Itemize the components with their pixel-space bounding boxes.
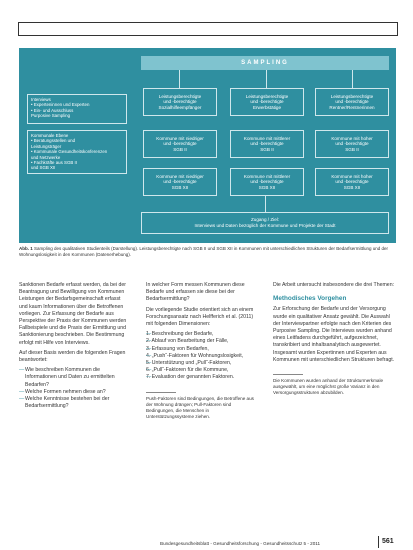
- sgb2-box-1: Kommune mit niedriger und -berechtigte SGB II: [143, 130, 217, 158]
- interviews-box: Interviews • Experteninnen und Experten • Ein- und Ausschluss Purposive Sampling: [27, 94, 127, 124]
- paragraph: In welcher Form messen Kommunen diese Bedarfe und erfassen sie diese bei der Bedarfsermittlung?: [146, 282, 245, 303]
- sampling-label: SAMPLING: [141, 56, 389, 70]
- figure-caption: [19, 246, 396, 258]
- column-1: [19, 282, 127, 410]
- ziel-box: Zugang / Ziel: Interviews und Daten bezüglich der Kommune und Projekte der Stadt: [141, 212, 389, 234]
- list-item: — Welche Kenntnisse bestehen bei der Bedarfsermittlung?: [19, 396, 127, 410]
- header-frame: [18, 22, 398, 36]
- sgb2-box-2: Kommune mit mittlerer und -berechtigte SGB II: [230, 130, 304, 158]
- list-item: — Welche Formen nehmen diese an?: [19, 389, 127, 396]
- footnote: Die Kommunen wurden anhand der Strukturmerkmale ausgewählt, um eine möglichst große Varianz in den Versorgungsstrukturen abzubilden.: [273, 378, 384, 396]
- section-heading: Methodisches Vorgehen: [273, 295, 347, 303]
- kommunale-ebene-box: Kommunale Ebene • Beratungsstellen und Leistungsträger • Kommunale Gesundheitskonferenzen und Netzwerke • Fachkräfte aus SGB II und SGB XII: [27, 130, 127, 174]
- group-box-3: Leistungsberechtigte und -berechtigte Rentner/Rentnerinnen: [315, 88, 389, 116]
- paragraph: Sanktionen Bedarfe erfasst werden, da bei der Beantragung und Bewilligung von Kommunen Leistungen der Bedarfsgemeinschaft erfasst und kaum Informationen über die Betroffenen vorliegen. Zur Erfassung der Bedarfe aus Perspektive der Praxis der Kommunen werden Fallbeispiele und die Praxis der Ermittlung und Sanktionierung beschrieben. Die Bestimmung erfolgt mit Hilfe von Interviews.: [19, 282, 127, 346]
- connector: [265, 196, 266, 212]
- journal-footer: Bundesgesundheitsblatt - Gesundheitsforschung - Gesundheitsschutz 5 - 2011: [160, 541, 321, 546]
- footnote: Push-Faktoren sind Bedingungen, die Betroffene aus der Wohnung drängen; Pull-Faktoren sind Bedingungen, die Menschen in Unterstützungssysteme ziehen.: [146, 395, 254, 419]
- column-3: [273, 282, 395, 399]
- question-list: [19, 367, 127, 410]
- sgb2-box-3: Kommune mit hoher und -berechtigte SGB II: [315, 130, 389, 158]
- footer-divider: [378, 536, 379, 548]
- list-item: — 3. Erfassung von Bedarfen,: [146, 346, 254, 353]
- group-box-2: Leistungsberechtigte und -berechtigte Erwerbstätige: [230, 88, 304, 116]
- list-item: — 2. Ablauf von Bearbeitung der Fälle,: [146, 338, 254, 345]
- page-number: 561: [382, 538, 394, 545]
- paragraph: Die Arbeit untersucht insbesondere die drei Themen:: [273, 282, 395, 288]
- list-item: — Wie beschreiben Kommunen die Informationen und Daten zu ermittelten Bedarfen?: [19, 367, 127, 389]
- sampling-figure: [19, 48, 396, 243]
- dimension-list: [146, 331, 254, 381]
- paragraph: Die vorliegende Studie orientiert sich an einem Forschungsansatz nach Helfferich et al. (2011) mit folgenden Dimensionen:: [146, 306, 254, 328]
- footnote-rule: [146, 392, 176, 393]
- list-item: — 1. Beschreibung der Bedarfe,: [146, 331, 254, 338]
- list-item: — 6. „Pull“-Faktoren für die Kommune,: [146, 367, 254, 374]
- caption-label: Abb. 1: [19, 246, 33, 251]
- list-item: — 5. Unterstützung und „Pull“-Faktoren,: [146, 360, 254, 367]
- connector: [179, 70, 180, 88]
- group-box-1: Leistungsberechtigte und -berechtigte Sozialhilfeempfänger: [143, 88, 217, 116]
- paragraph: Auf dieser Basis werden die folgenden Fragen beantwortet:: [19, 349, 126, 364]
- sgb12-box-3: Kommune mit hoher und -berechtigte SGB XII: [315, 168, 389, 196]
- list-item: — 7. Evaluation der genannten Faktoren.: [146, 374, 254, 381]
- list-item: — 4. „Push“-Faktoren für Wohnungslosigkeit,: [146, 353, 254, 360]
- connector: [352, 70, 353, 88]
- connector: [266, 70, 267, 88]
- sgb12-box-2: Kommune mit mittlerer und -berechtigte SGB XII: [230, 168, 304, 196]
- sgb12-box-1: Kommune mit niedriger und -berechtigte SGB XII: [143, 168, 217, 196]
- caption-text: Sampling des qualitativen Studienteils (Darstellung). Leistungsberechtigte nach SGB II und SGB XII in Kommunen mit unterschiedlichen Strukturen der Bedarfsermittlung und der Wohnungslosigkeit in den Kommunen (Datenerhebung).: [19, 246, 388, 257]
- column-2: [146, 282, 254, 423]
- paragraph: Zur Erforschung der Bedarfe und der Versorgung wurde ein qualitativer Ansatz gewählt. Die Auswahl der Interviewpartner erfolgte nach den Kriterien des Purposive Sampling. Die Interviews wurden anhand eines Leitfadens durchgeführt, aufgezeichnet, transkribiert und inhaltsanalytisch ausgewertet. Insgesamt wurden Expertinnen und Experten aus Kommunen mit unterschiedlichen Strukturen befragt.: [273, 306, 395, 363]
- footnote-rule: [273, 374, 303, 375]
